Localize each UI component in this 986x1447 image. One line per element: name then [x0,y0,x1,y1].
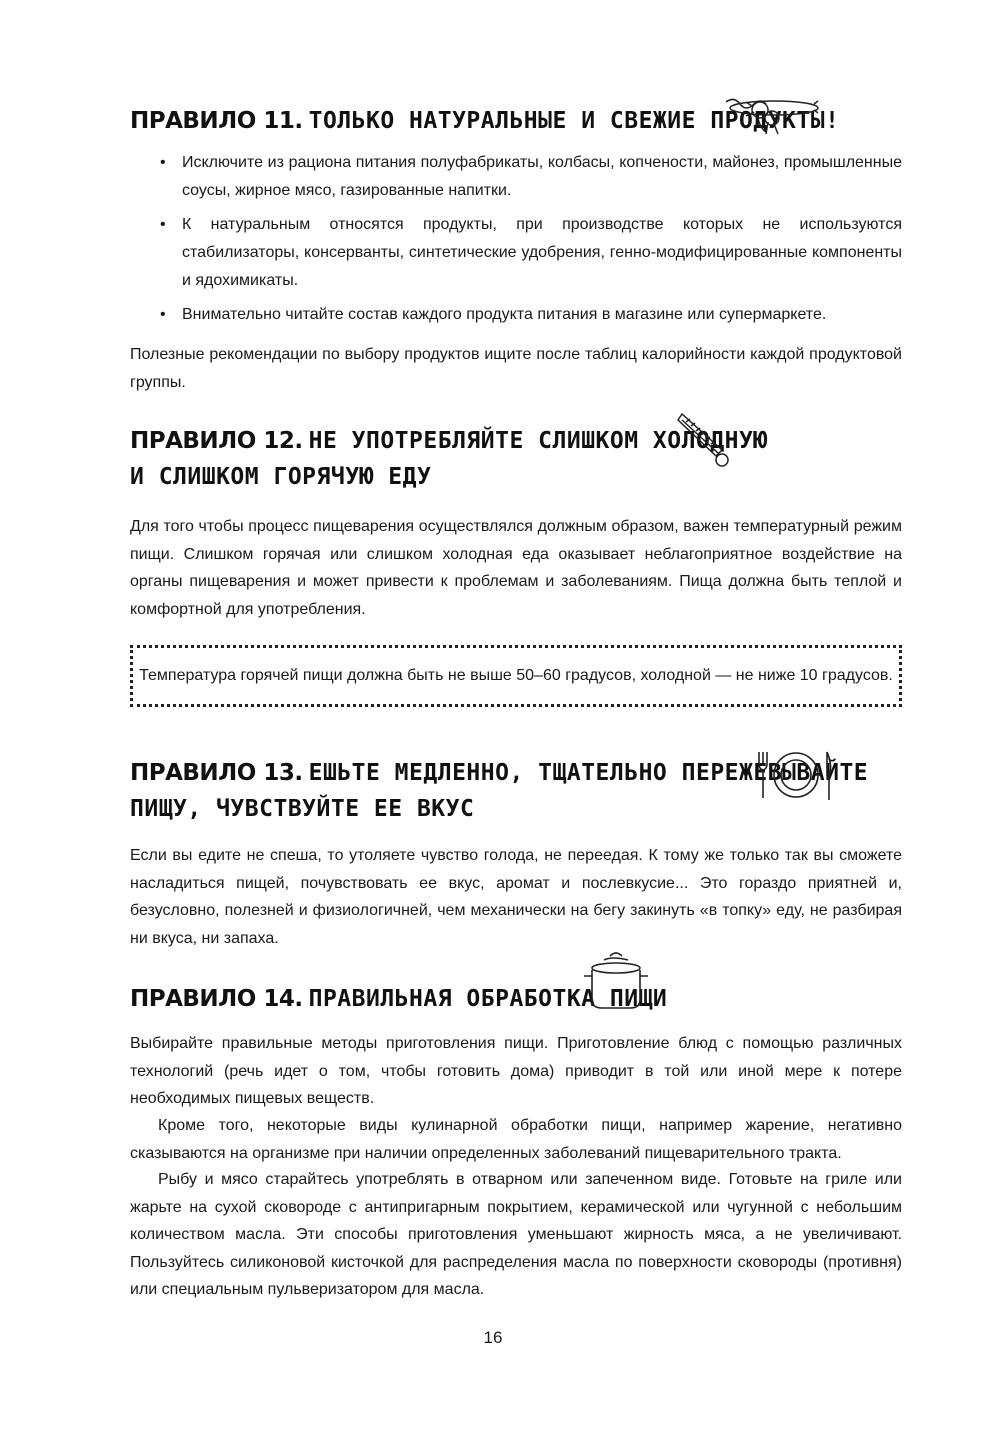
rule-11-bullet-list [130,149,902,335]
list-item: • Исключите из рациона питания полуфабрикаты, колбасы, копчености, майонез, промышленные соусы, жирное мясо, газированные напитки. [130,149,902,205]
rule-14-title: ПРАВИЛЬНАЯ ОБРАБОТКА ПИЩИ [308,986,668,1012]
rule-14-paragraph-2: Кроме того, некоторые виды кулинарной обработки пищи, например жарение, негативно сказываются на организме при наличии определенных заболеваний пищеварительного тракта. [130,1117,902,1162]
rule-13-paragraph: Если вы едите не спеша, то утоляете чувство голода, не переедая. К тому же только так вы сможете насладиться пищей, почувствовать ее вкус, аромат и послевкусие... Это гораздо приятней и, безусловно, полезней и физиологичней, чем механически на бегу закинуть «в топку» еду, не разбирая ни вкуса, ни запаха. [130,847,902,947]
rule-12-title-line1: НЕ УПОТРЕБЛЯЙТЕ СЛИШКОМ ХОЛОДНУЮ [308,428,768,454]
plate-cutlery-icon [755,748,835,802]
rule-13-title-line2: ПИЩУ, ЧУВСТВУЙТЕ ЕЕ ВКУС [130,796,475,822]
rule-11-note: Полезные рекомендации по выбору продуктов ищите после таблиц калорийности каждой продуктовой группы. [130,346,902,391]
rule-13-label: ПРАВИЛО 13. [130,760,303,786]
rule-12-title-line2: И СЛИШКОМ ГОРЯЧУЮ ЕДУ [130,464,432,490]
rule-13-title-line1: ЕШЬТЕ МЕДЛЕННО, ТЩАТЕЛЬНО ПЕРЕЖЕВЫВАЙТЕ [308,760,869,786]
sausages-icon [722,92,820,140]
rule-14-paragraph-1: Выбирайте правильные методы приготовления пищи. Приготовление блюд с помощью различных технологий (речь идет о том, чтобы готовить дома) приводит в той или иной мере к потере необходимых пищевых веществ. [130,1035,902,1107]
thermometer-icon [672,410,732,472]
cooking-pot-icon [580,948,650,1014]
list-item: • К натуральным относятся продукты, при производстве которых не используются стабилизаторы, консерванты, синтетические удобрения, генно-модифицированные компоненты и ядохимикаты. [130,211,902,295]
rule-12-label: ПРАВИЛО 12. [130,428,303,454]
rule-11-title: ТОЛЬКО НАТУРАЛЬНЫЕ И СВЕЖИЕ ПРОДУКТЫ! [308,108,840,134]
temperature-note-text: Температура горячей пищи должна быть не выше 50–60 градусов, холодной — не ниже 10 градусов. [139,667,893,684]
temperature-note-box [130,645,902,707]
page-number: 16 [483,1328,503,1347]
rule-14-paragraph-3: Рыбу и мясо старайтесь употреблять в отварном или запеченном виде. Готовьте на гриле или жарьте на сухой сковороде с антипригарным покрытием, керамической или чугунной с небольшим количеством масла. Эти способы приготовления уменьшают жирность мяса, а не увеличивают. Пользуйтесь силиконовой кисточкой для распределения масла по поверхности сковороды (противня) или специальным пульверизатором для масла. [130,1171,902,1298]
rule-11-label: ПРАВИЛО 11. [130,108,303,134]
rule-12-paragraph: Для того чтобы процесс пищеварения осуществлялся должным образом, важен температурный режим пищи. Слишком горячая или слишком холодная еда оказывает неблагоприятное воздействие на органы пищеварения и может привести к проблемам и заболеваниям. Пища должна быть теплой и комфортной для употребления. [130,518,902,618]
rule-14-label: ПРАВИЛО 14. [130,986,303,1012]
list-item: • Внимательно читайте состав каждого продукта питания в магазине или супермаркете. [130,301,902,329]
